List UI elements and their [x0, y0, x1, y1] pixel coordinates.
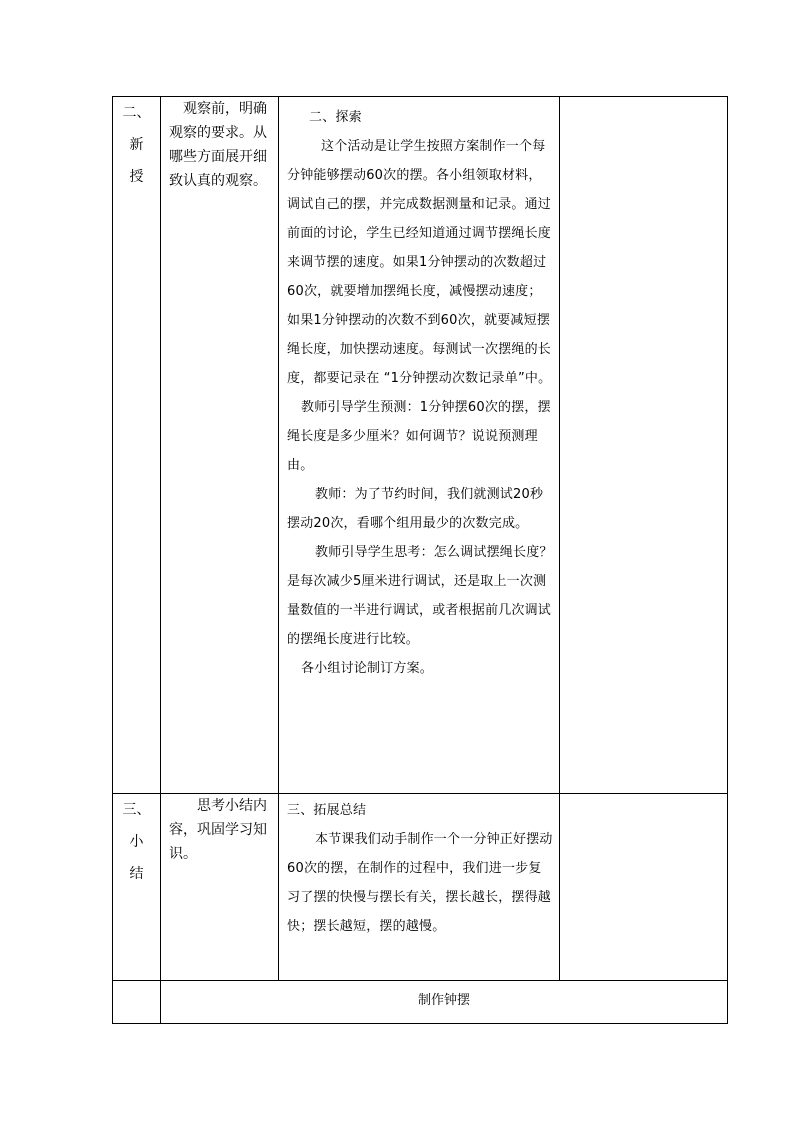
stage-cell	[113, 97, 161, 794]
content-paragraph: 教师引导学生预测：1分钟摆60次的摆，摆绳长度是多少厘米？如何调节？说说预测理由。	[287, 400, 551, 473]
table-row	[113, 97, 728, 794]
notes-cell	[560, 97, 728, 794]
content-cell	[279, 97, 560, 794]
table-row	[113, 794, 728, 981]
content-cell	[279, 794, 560, 981]
board-title-cell	[161, 981, 728, 1024]
content-paragraph: 这个活动是让学生按照方案制作一个每分钟能够摆动60次的摆。各小组领取材料，调试自己的摆，并完成数据测量和记录。通过前面的讨论，学生已经知道通过调节摆绳长度来调节摆的速度。如果1分钟摆动的次数超过60次，就要增加摆绳长度，减慢摆动速度；如果1分钟摆动的次数不到60次，就要减短摆绳长度，加快摆动速度。每测试一次摆绳的长度，都要记录在 “1分钟摆动次数记录单”中。	[287, 139, 552, 386]
section-heading: 二、探索	[309, 110, 362, 125]
stage-label: 二、 新 授	[122, 105, 151, 185]
content-paragraph: 各小组讨论制订方案。	[301, 661, 434, 676]
lesson-plan-table	[112, 96, 728, 1024]
table-row	[113, 981, 728, 1024]
focus-text: 观察前，明确观察的要求。从哪些方面展开细致认真的观察。	[169, 101, 267, 189]
stage-cell	[113, 794, 161, 981]
focus-text: 思考小结内容，巩固学习知识。	[169, 798, 267, 862]
notes-cell	[560, 794, 728, 981]
content-paragraph: 教师引导学生思考：怎么调试摆绳长度？是每次减少5厘米进行调试，还是取上一次测量数值的一半进行调试，或者根据前几次调试的摆绳长度进行比较。	[287, 545, 553, 647]
focus-cell	[161, 794, 279, 981]
content-paragraph: 本节课我们动手制作一个一分钟正好摆动60次的摆，在制作的过程中，我们进一步复习了摆的快慢与摆长有关，摆长越长，摆得越快；摆长越短，摆的越慢。	[287, 832, 553, 934]
footer-label-cell	[113, 981, 161, 1024]
board-title: 制作钟摆	[417, 993, 470, 1008]
section-heading: 三、拓展总结	[287, 803, 367, 818]
content-paragraph: 教师：为了节约时间，我们就测试20秒摆动20次，看哪个组用最少的次数完成。	[287, 487, 544, 531]
stage-label: 三、 小 结	[122, 802, 151, 882]
focus-cell	[161, 97, 279, 794]
